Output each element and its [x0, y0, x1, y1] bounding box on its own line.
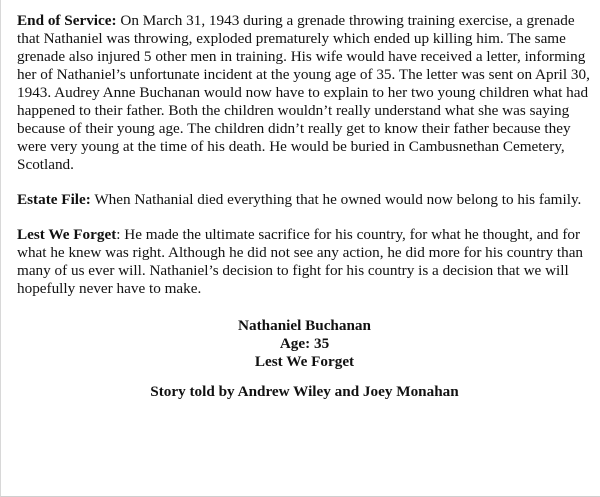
- estate-file-text: When Nathanial died everything that he owned would now belong to his family.: [90, 191, 582, 208]
- lest-we-forget-heading: Lest We Forget: [17, 226, 117, 243]
- story-credit: Story told by Andrew Wiley and Joey Monahan: [150, 383, 459, 400]
- end-of-service-paragraph: [17, 12, 592, 174]
- estate-file-paragraph: [17, 191, 592, 209]
- document-body: [17, 12, 592, 401]
- memorial-age: Age: 35: [279, 335, 330, 352]
- estate-file-heading: Estate File:: [17, 191, 91, 208]
- lest-we-forget-text: : He made the ultimate sacrifice for his country, for what he thought, and for what he knew was right. Although he did not see any action, he did more for his country than many of us ever will. Nathaniel’s decision to fight for his country is a decision that we will hopefully never have to make.: [17, 226, 584, 297]
- memorial-block: [17, 317, 592, 371]
- memorial-name: Nathaniel Buchanan: [238, 317, 371, 334]
- memorial-motto: Lest We Forget: [254, 353, 355, 370]
- end-of-service-text: On March 31, 1943 during a grenade throwing training exercise, a grenade that Nathaniel was throwing, exploded prematurely which ended up killing him. The same grenade also injured 5 other men in training. His wife would have received a letter, informing her of Nathaniel’s unfortunate incident at the young age of 35. The letter was sent on April 30, 1943. Audrey Anne Buchanan would now have to explain to her two young children what had happened to their father. Both the children wouldn’t really understand what she was saying because of their young age. The children didn’t really get to know their father because they were very young at the time of his death. He would be buried in Cambusnethan Cemetery, Scotland.: [17, 12, 590, 173]
- lest-we-forget-paragraph: [17, 226, 592, 298]
- end-of-service-heading: End of Service:: [17, 12, 117, 29]
